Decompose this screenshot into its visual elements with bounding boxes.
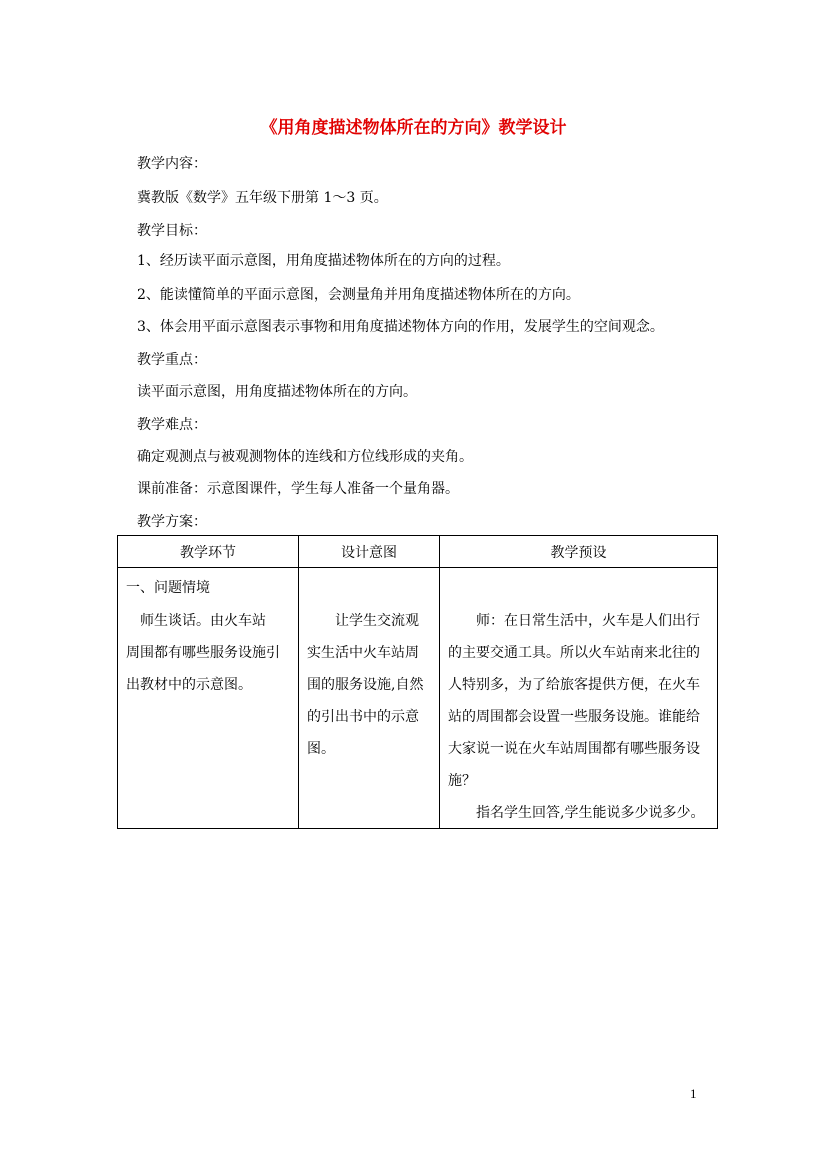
paragraph-goal-2: 2、能读懂简单的平面示意图，会测量角并用角度描述物体所在的方向。 <box>137 287 580 303</box>
cell-line: 周围都有哪些服务设施引 <box>126 645 280 661</box>
paragraph-goals-heading: 教学目标： <box>137 223 207 239</box>
cell-line: 人特别多，为了给旅客提供方便，在火车 <box>448 677 700 693</box>
page-number: 1 <box>690 1086 697 1101</box>
cell-line: 图。 <box>307 741 335 757</box>
cell-line: 实生活中火车站周 <box>307 645 419 661</box>
cell-line: 的主要交通工具。所以火车站南来北往的 <box>448 645 700 661</box>
paragraph-plan-heading: 教学方案： <box>137 514 207 530</box>
paragraph-key-point: 读平面示意图，用角度描述物体所在的方向。 <box>137 384 417 400</box>
table-row <box>118 568 718 829</box>
lesson-plan-table <box>117 535 718 829</box>
paragraph-difficulty-heading: 教学难点： <box>137 417 207 433</box>
document-title: 《用角度描述物体所在的方向》教学设计 <box>260 118 567 138</box>
cell-line: 师生谈话。由火车站 <box>140 613 266 629</box>
table-cell-intent <box>299 568 440 829</box>
paragraph-goal-3: 3、体会用平面示意图表示事物和用角度描述物体方向的作用，发展学生的空间观念。 <box>137 319 664 335</box>
cell-line: 站的周围都会设置一些服务设施。谁能给 <box>448 709 700 725</box>
paragraph-key-point-heading: 教学重点： <box>137 352 207 368</box>
cell-line: 大家说一说在火车站周围都有哪些服务设 <box>448 741 700 757</box>
cell-line: 让学生交流观 <box>335 613 419 629</box>
cell-line: 指名学生回答,学生能说多少说多少。 <box>476 805 705 821</box>
cell-line: 一、问题情境 <box>126 580 210 596</box>
cell-line: 师：在日常生活中，火车是人们出行 <box>476 613 700 629</box>
cell-line: 施？ <box>448 773 476 789</box>
paragraph-content: 冀教版《数学》五年级下册第 1～3 页。 <box>137 190 388 206</box>
cell-line: 围的服务设施,自然 <box>307 677 424 693</box>
cell-line: 出教材中的示意图。 <box>126 677 252 693</box>
table-cell-preset <box>440 568 718 829</box>
table-cell-stage <box>118 568 299 829</box>
paragraph-goal-1: 1、经历读平面示意图，用角度描述物体所在的方向的过程。 <box>137 253 510 269</box>
table-header-intent: 设计意图 <box>299 536 440 568</box>
paragraph-preparation: 课前准备：示意图课件，学生每人准备一个量角器。 <box>137 481 459 497</box>
table-header-stage: 教学环节 <box>118 536 299 568</box>
table-header-preset: 教学预设 <box>440 536 718 568</box>
paragraph-content-heading: 教学内容： <box>137 156 207 172</box>
table-header-row <box>118 536 718 568</box>
paragraph-difficulty: 确定观测点与被观测物体的连线和方位线形成的夹角。 <box>137 449 473 465</box>
cell-line: 的引出书中的示意 <box>307 709 419 725</box>
